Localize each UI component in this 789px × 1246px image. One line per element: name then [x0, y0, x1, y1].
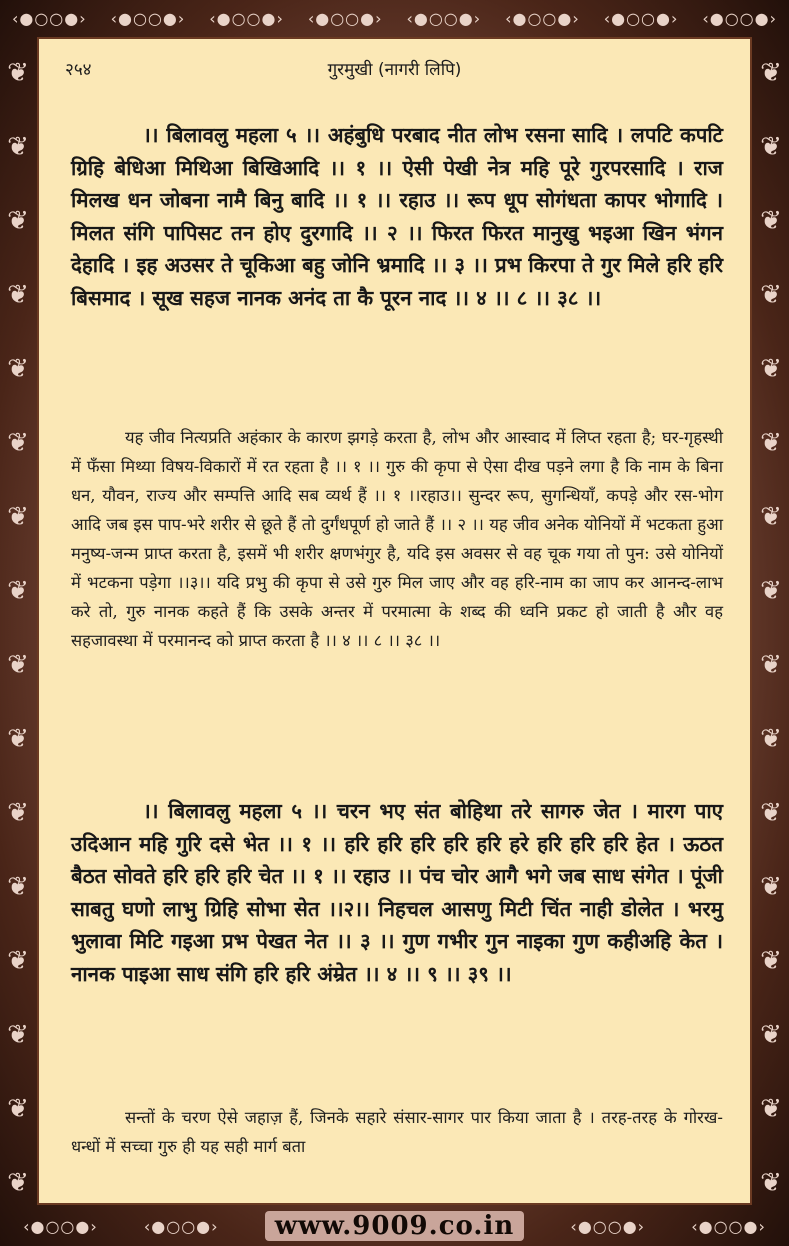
- verse-2-text: ।। बिलावलु महला ५ ।। चरन भए संत बोहिथा तरे सागरु जेत । मारग पाए उदिआन महि गुरि दसे भेत ।। १ ।। हरि हरि हरि हरि हरि हरे हरि हरि हरि हेत । ऊठत बैठत सोवते हरि हरि हरि चेत ।। १ ।। रहाउ ।। पंच चोर आगै भगे जब साध संगेत । पूंजी साबतु घणो लाभु ग्रिहि सोभा सेत ।।२।। निहचल आसणु मिटी चिंत नाही डोलेत । भरमु भुलावा मिटि गइआ प्रभ पेखत नेत ।। ३ ।। गुण गभीर गुन नाइका गुण कहीअहि केत । नानक पाइआ साध संगि हरि हरि अंम्रेत ।। ४ ।। ९ ।। ३९ ।।: [71, 799, 723, 986]
- frame-right-ornament: ❦ ❦ ❦ ❦ ❦ ❦ ❦ ❦ ❦ ❦ ❦ ❦ ❦ ❦ ❦ ❦: [760, 58, 782, 1198]
- verse-block-1: [71, 119, 723, 314]
- frame-left-ornament: ❦ ❦ ❦ ❦ ❦ ❦ ❦ ❦ ❦ ❦ ❦ ❦ ❦ ❦ ❦ ❦: [7, 58, 29, 1198]
- page-number: २५४: [65, 60, 92, 80]
- frame-top-ornament: ‹●○○●› ‹●○○●› ‹●○○●› ‹●○○●› ‹●○○●› ‹●○○●› ‹●○○●› ‹●○○●›: [11, 8, 777, 28]
- website-link[interactable]: www.9009.co.in: [265, 1211, 525, 1241]
- page-header: [39, 57, 750, 85]
- book-title: गुरमुखी (नागरी लिपि): [327, 60, 462, 80]
- translation-2-text: सन्तों के चरण ऐसे जहाज़ हैं, जिनके सहारे संसार-सागर पार किया जाता है । तरह-तरह के गोरख-धन्धों में सच्चा गुरु ही यह सही मार्ग बता: [71, 1108, 723, 1156]
- translation-block-1: [71, 423, 723, 655]
- verse-1-text: ।। बिलावलु महला ५ ।। अहंबुधि परबाद नीत लोभ रसना सादि । लपटि कपटि ग्रिहि बेधिआ मिथिआ बिखिआदि ।। १ ।। ऐसी पेखी नेत्र महि पूरे गुरपरसादि । राज मिलख धन जोबना नामै बिनु बादि ।। १ ।। रहाउ ।। रूप धूप सोगंधता कापर भोगादि । मिलत संगि पापिसट तन होए दुरगादि ।। २ ।। फिरत फिरत मानुखु भइआ खिन भंगन देहादि । इह अउसर ते चूकिआ बहु जोनि भ्रमादि ।। ३ ।। प्रभ किरपा ते गुर मिले हरि हरि बिसमाद । सूख सहज नानक अनंद ता कै पूरन नाद ।। ४ ।। ८ ।। ३८ ।।: [71, 123, 723, 310]
- translation-block-2: [71, 1103, 723, 1161]
- frame-bottom-ornament: ‹●○○●› ‹●○○●› www.9009.co.in ‹●○○●› ‹●○○●›: [23, 1211, 766, 1241]
- verse-block-2: [71, 795, 723, 990]
- translation-1-text: यह जीव नित्यप्रति अहंकार के कारण झगड़े करता है, लोभ और आस्वाद में लिप्त रहता है; घर-गृहस्थी में फँसा मिथ्या विषय-विकारों में रत रहता है ।। १ ।। गुरु की कृपा से ऐसा दीख पड़ने लगा है कि नाम के बिना धन, यौवन, राज्य और सम्पत्ति आदि सब व्यर्थ हैं ।। १ ।।रहाउ।। सुन्दर रूप, सुगन्धियाँ, कपड़े और रस-भोग आदि जब इस पाप-भरे शरीर से छूते हैं तो दुर्गंधपूर्ण हो जाते हैं ।। २ ।। यह जीव अनेक योनियों में भटकता हुआ मनुष्य-जन्म प्राप्त करता है, इसमें भी शरीर क्षणभंगुर है, यदि इस अवसर से वह चूक गया तो पुन: उसे योनियों में भटकना पड़ेगा ।।३।। यदि प्रभु की कृपा से उसे गुरु मिल जाए और वह हरि-नाम का जाप कर आनन्द-लाभ करे तो, गुरु नानक कहते हैं कि उसके अन्तर में परमात्मा के शब्द की ध्वनि प्रकट हो जाती है और वह सहजावस्था में परमानन्द को प्राप्त करता है ।। ४ ।। ८ ।। ३८ ।।: [71, 428, 723, 650]
- book-page: [37, 37, 752, 1205]
